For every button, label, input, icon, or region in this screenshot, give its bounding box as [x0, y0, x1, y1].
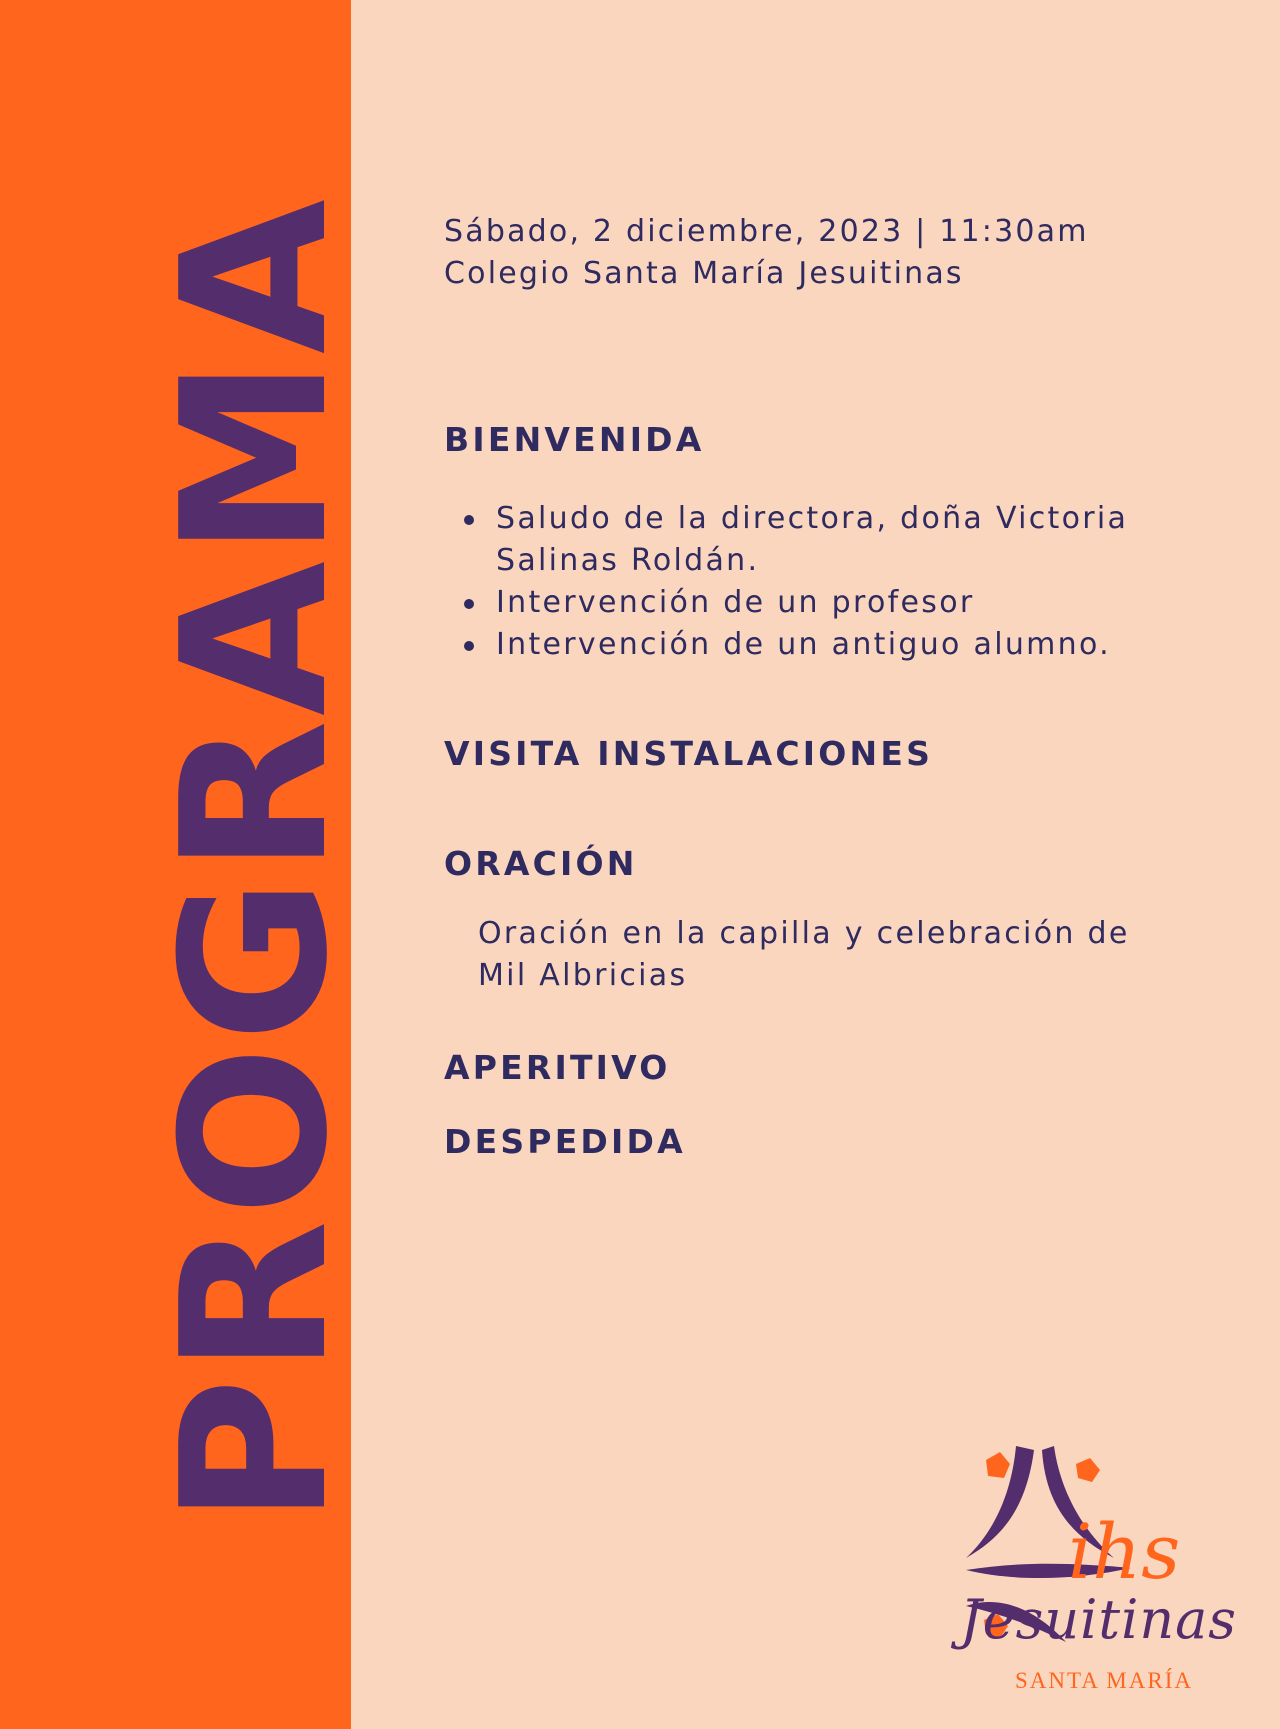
- emblem-dot: [986, 1452, 1010, 1478]
- oracion-description: Oración en la capilla y celebración de Mil Albricias: [478, 916, 1130, 993]
- list-item-text: Intervención de un profesor: [496, 585, 975, 620]
- heading-bienvenida: BIENVENIDA: [444, 420, 705, 459]
- heading-visita-instalaciones: VISITA INSTALACIONES: [444, 734, 934, 773]
- event-info: [444, 211, 1224, 295]
- bullet-icon: [464, 641, 474, 651]
- list-item-text: Saludo de la directora, doña Victoria Salinas Roldán.: [496, 501, 1129, 578]
- bullet-icon: [464, 515, 474, 525]
- event-venue: Colegio Santa María Jesuitinas: [444, 256, 964, 291]
- logo-monogram: ihs: [1068, 1507, 1181, 1596]
- cross-emblem-icon: [956, 1430, 1196, 1700]
- logo-subtitle: SANTA MARÍA: [1015, 1668, 1193, 1693]
- bienvenida-list: [444, 498, 1214, 666]
- emblem-dot: [1076, 1458, 1100, 1482]
- event-date-time: Sábado, 2 diciembre, 2023 | 11:30am: [444, 214, 1089, 249]
- heading-aperitivo: APERITIVO: [444, 1048, 671, 1087]
- logo-name: Jesuitinas: [960, 1588, 1238, 1651]
- list-item: [444, 582, 1214, 624]
- list-item: [444, 498, 1214, 582]
- heading-despedida: DESPEDIDA: [444, 1122, 686, 1161]
- heading-oracion: ORACIÓN: [444, 844, 638, 883]
- list-item: [444, 624, 1214, 666]
- vertical-title: PROGRAMA: [139, 195, 372, 1525]
- list-item-text: Intervención de un antiguo alumno.: [496, 627, 1111, 662]
- bullet-icon: [464, 599, 474, 609]
